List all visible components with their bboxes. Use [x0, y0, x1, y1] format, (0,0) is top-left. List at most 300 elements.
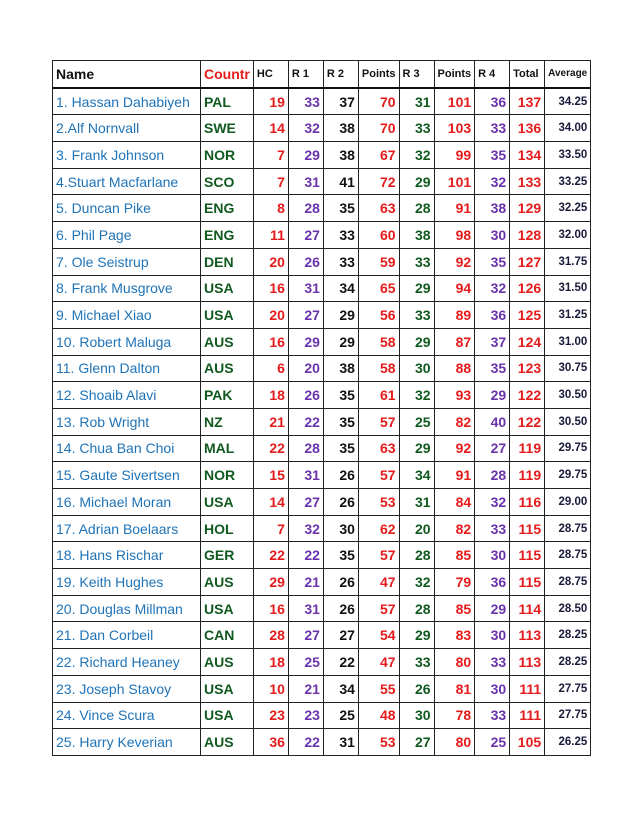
- cell-points1: 58: [358, 355, 399, 382]
- cell-name: 11. Glenn Dalton: [53, 355, 201, 382]
- cell-r2: 26: [323, 462, 358, 489]
- cell-name: 22. Richard Heaney: [53, 649, 201, 676]
- cell-points2: 99: [434, 142, 475, 169]
- cell-r3: 28: [399, 542, 434, 569]
- cell-country: USA: [201, 595, 254, 622]
- cell-points1: 67: [358, 142, 399, 169]
- cell-r4: 35: [475, 355, 510, 382]
- cell-name: 9. Michael Xiao: [53, 302, 201, 329]
- cell-total: 114: [510, 595, 545, 622]
- cell-r4: 33: [475, 702, 510, 729]
- cell-hc: 11: [253, 222, 288, 249]
- cell-r1: 21: [288, 675, 323, 702]
- cell-points2: 85: [434, 542, 475, 569]
- cell-hc: 22: [253, 542, 288, 569]
- cell-country: AUS: [201, 328, 254, 355]
- cell-country: NZ: [201, 408, 254, 435]
- cell-r1: 29: [288, 142, 323, 169]
- table-row: [53, 675, 591, 702]
- cell-average: 28.25: [545, 622, 591, 649]
- cell-hc: 14: [253, 115, 288, 142]
- cell-r4: 27: [475, 435, 510, 462]
- cell-r4: 28: [475, 462, 510, 489]
- table-row: [53, 622, 591, 649]
- cell-r2: 35: [323, 542, 358, 569]
- cell-total: 116: [510, 489, 545, 516]
- cell-average: 30.50: [545, 382, 591, 409]
- cell-r3: 30: [399, 355, 434, 382]
- cell-r2: 35: [323, 435, 358, 462]
- cell-average: 30.75: [545, 355, 591, 382]
- cell-r1: 26: [288, 248, 323, 275]
- cell-r4: 29: [475, 595, 510, 622]
- table-row: [53, 195, 591, 222]
- cell-r3: 33: [399, 248, 434, 275]
- cell-name: 13. Rob Wright: [53, 408, 201, 435]
- cell-hc: 7: [253, 168, 288, 195]
- cell-r2: 35: [323, 408, 358, 435]
- cell-r4: 33: [475, 649, 510, 676]
- cell-average: 27.75: [545, 675, 591, 702]
- table-row: [53, 168, 591, 195]
- cell-points2: 79: [434, 569, 475, 596]
- cell-r3: 31: [399, 489, 434, 516]
- cell-r2: 37: [323, 88, 358, 115]
- cell-country: MAL: [201, 435, 254, 462]
- cell-r1: 20: [288, 355, 323, 382]
- cell-average: 28.75: [545, 542, 591, 569]
- cell-total: 122: [510, 382, 545, 409]
- cell-country: AUS: [201, 729, 254, 756]
- cell-name: 4.Stuart Macfarlane: [53, 168, 201, 195]
- cell-r2: 38: [323, 142, 358, 169]
- table-row: [53, 569, 591, 596]
- cell-hc: 20: [253, 248, 288, 275]
- cell-name: 10. Robert Maluga: [53, 328, 201, 355]
- cell-average: 31.50: [545, 275, 591, 302]
- cell-r3: 30: [399, 702, 434, 729]
- cell-average: 29.00: [545, 489, 591, 516]
- cell-name: 7. Ole Seistrup: [53, 248, 201, 275]
- cell-r2: 33: [323, 248, 358, 275]
- cell-r4: 35: [475, 142, 510, 169]
- cell-r1: 27: [288, 622, 323, 649]
- cell-hc: 23: [253, 702, 288, 729]
- cell-average: 30.50: [545, 408, 591, 435]
- cell-average: 29.75: [545, 435, 591, 462]
- cell-points1: 61: [358, 382, 399, 409]
- cell-r3: 28: [399, 595, 434, 622]
- cell-total: 125: [510, 302, 545, 329]
- cell-r4: 33: [475, 515, 510, 542]
- table-row: [53, 515, 591, 542]
- cell-total: 128: [510, 222, 545, 249]
- cell-points1: 59: [358, 248, 399, 275]
- table-row: [53, 142, 591, 169]
- cell-average: 34.25: [545, 88, 591, 115]
- cell-points2: 82: [434, 408, 475, 435]
- cell-hc: 14: [253, 489, 288, 516]
- cell-r3: 31: [399, 88, 434, 115]
- cell-name: 3. Frank Johnson: [53, 142, 201, 169]
- cell-hc: 18: [253, 382, 288, 409]
- cell-total: 115: [510, 569, 545, 596]
- cell-r2: 26: [323, 595, 358, 622]
- cell-points2: 91: [434, 462, 475, 489]
- cell-total: 113: [510, 622, 545, 649]
- cell-points2: 83: [434, 622, 475, 649]
- cell-hc: 19: [253, 88, 288, 115]
- table-row: [53, 435, 591, 462]
- table-row: [53, 542, 591, 569]
- table-row: [53, 702, 591, 729]
- cell-r2: 34: [323, 275, 358, 302]
- cell-total: 126: [510, 275, 545, 302]
- cell-r4: 25: [475, 729, 510, 756]
- cell-points1: 53: [358, 729, 399, 756]
- cell-r3: 29: [399, 622, 434, 649]
- cell-r4: 30: [475, 675, 510, 702]
- table-row: [53, 595, 591, 622]
- cell-hc: 22: [253, 435, 288, 462]
- cell-average: 28.25: [545, 649, 591, 676]
- cell-total: 111: [510, 675, 545, 702]
- cell-r4: 32: [475, 489, 510, 516]
- cell-r2: 34: [323, 675, 358, 702]
- cell-name: 1. Hassan Dahabiyeh: [53, 88, 201, 115]
- cell-country: USA: [201, 275, 254, 302]
- cell-r1: 22: [288, 542, 323, 569]
- cell-r2: 33: [323, 222, 358, 249]
- cell-points1: 62: [358, 515, 399, 542]
- cell-name: 23. Joseph Stavoy: [53, 675, 201, 702]
- cell-hc: 6: [253, 355, 288, 382]
- cell-points2: 94: [434, 275, 475, 302]
- cell-points2: 84: [434, 489, 475, 516]
- cell-name: 19. Keith Hughes: [53, 569, 201, 596]
- cell-points2: 101: [434, 168, 475, 195]
- cell-total: 115: [510, 515, 545, 542]
- cell-average: 29.75: [545, 462, 591, 489]
- header-r1: R 1: [288, 61, 323, 88]
- cell-country: NOR: [201, 142, 254, 169]
- cell-hc: 21: [253, 408, 288, 435]
- cell-r1: 32: [288, 115, 323, 142]
- header-r3: R 3: [399, 61, 434, 88]
- cell-points1: 53: [358, 489, 399, 516]
- cell-r3: 33: [399, 302, 434, 329]
- cell-r2: 30: [323, 515, 358, 542]
- cell-r1: 28: [288, 195, 323, 222]
- cell-r4: 32: [475, 168, 510, 195]
- cell-points1: 57: [358, 542, 399, 569]
- cell-total: 124: [510, 328, 545, 355]
- cell-r3: 28: [399, 195, 434, 222]
- cell-hc: 7: [253, 142, 288, 169]
- cell-country: PAL: [201, 88, 254, 115]
- table-row: [53, 328, 591, 355]
- cell-country: CAN: [201, 622, 254, 649]
- cell-average: 31.25: [545, 302, 591, 329]
- cell-average: 28.75: [545, 569, 591, 596]
- cell-points2: 88: [434, 355, 475, 382]
- table-row: [53, 489, 591, 516]
- cell-r4: 35: [475, 248, 510, 275]
- cell-r4: 29: [475, 382, 510, 409]
- cell-country: USA: [201, 702, 254, 729]
- cell-r4: 30: [475, 222, 510, 249]
- cell-r4: 36: [475, 569, 510, 596]
- table-header-row: [53, 61, 591, 88]
- cell-r1: 23: [288, 702, 323, 729]
- cell-hc: 16: [253, 595, 288, 622]
- header-points1: Points: [358, 61, 399, 88]
- cell-points2: 89: [434, 302, 475, 329]
- cell-points2: 80: [434, 729, 475, 756]
- cell-average: 33.25: [545, 168, 591, 195]
- cell-r1: 27: [288, 489, 323, 516]
- cell-r2: 31: [323, 729, 358, 756]
- cell-name: 14. Chua Ban Choi: [53, 435, 201, 462]
- cell-name: 20. Douglas Millman: [53, 595, 201, 622]
- header-total: Total: [510, 61, 545, 88]
- cell-points1: 48: [358, 702, 399, 729]
- cell-r4: 38: [475, 195, 510, 222]
- cell-name: 12. Shoaib Alavi: [53, 382, 201, 409]
- cell-r1: 33: [288, 88, 323, 115]
- cell-average: 33.50: [545, 142, 591, 169]
- cell-country: DEN: [201, 248, 254, 275]
- cell-total: 123: [510, 355, 545, 382]
- cell-name: 24. Vince Scura: [53, 702, 201, 729]
- cell-country: PAK: [201, 382, 254, 409]
- cell-country: AUS: [201, 569, 254, 596]
- cell-r3: 26: [399, 675, 434, 702]
- cell-r2: 29: [323, 328, 358, 355]
- table-row: [53, 729, 591, 756]
- cell-hc: 18: [253, 649, 288, 676]
- cell-average: 28.50: [545, 595, 591, 622]
- cell-r1: 27: [288, 302, 323, 329]
- cell-r3: 25: [399, 408, 434, 435]
- cell-r3: 29: [399, 168, 434, 195]
- cell-r2: 38: [323, 115, 358, 142]
- cell-total: 122: [510, 408, 545, 435]
- cell-r3: 29: [399, 275, 434, 302]
- cell-r3: 32: [399, 382, 434, 409]
- cell-total: 113: [510, 649, 545, 676]
- cell-points2: 92: [434, 248, 475, 275]
- cell-points2: 92: [434, 435, 475, 462]
- cell-average: 32.00: [545, 222, 591, 249]
- cell-name: 25. Harry Keverian: [53, 729, 201, 756]
- cell-points2: 82: [434, 515, 475, 542]
- cell-total: 136: [510, 115, 545, 142]
- table-row: [53, 408, 591, 435]
- cell-r3: 32: [399, 142, 434, 169]
- cell-total: 111: [510, 702, 545, 729]
- cell-r2: 25: [323, 702, 358, 729]
- cell-points2: 101: [434, 88, 475, 115]
- cell-points1: 55: [358, 675, 399, 702]
- cell-r2: 26: [323, 489, 358, 516]
- cell-points1: 47: [358, 649, 399, 676]
- cell-points2: 80: [434, 649, 475, 676]
- cell-r1: 31: [288, 168, 323, 195]
- cell-total: 127: [510, 248, 545, 275]
- cell-r1: 22: [288, 408, 323, 435]
- cell-total: 119: [510, 435, 545, 462]
- cell-points1: 60: [358, 222, 399, 249]
- cell-country: AUS: [201, 649, 254, 676]
- cell-points2: 87: [434, 328, 475, 355]
- cell-country: USA: [201, 489, 254, 516]
- cell-points1: 72: [358, 168, 399, 195]
- cell-hc: 29: [253, 569, 288, 596]
- cell-country: USA: [201, 675, 254, 702]
- cell-points1: 57: [358, 408, 399, 435]
- cell-hc: 28: [253, 622, 288, 649]
- table-row: [53, 275, 591, 302]
- cell-country: USA: [201, 302, 254, 329]
- header-points2: Points: [434, 61, 475, 88]
- header-r4: R 4: [475, 61, 510, 88]
- cell-r2: 38: [323, 355, 358, 382]
- cell-points1: 63: [358, 435, 399, 462]
- cell-r3: 20: [399, 515, 434, 542]
- cell-name: 18. Hans Rischar: [53, 542, 201, 569]
- cell-total: 119: [510, 462, 545, 489]
- cell-name: 15. Gaute Sivertsen: [53, 462, 201, 489]
- cell-points1: 65: [358, 275, 399, 302]
- cell-average: 31.75: [545, 248, 591, 275]
- cell-country: SWE: [201, 115, 254, 142]
- cell-r2: 26: [323, 569, 358, 596]
- leaderboard-table: [52, 60, 591, 756]
- cell-hc: 20: [253, 302, 288, 329]
- cell-r2: 29: [323, 302, 358, 329]
- cell-hc: 15: [253, 462, 288, 489]
- cell-r4: 40: [475, 408, 510, 435]
- cell-name: 8. Frank Musgrove: [53, 275, 201, 302]
- cell-r1: 31: [288, 462, 323, 489]
- cell-points2: 98: [434, 222, 475, 249]
- cell-name: 5. Duncan Pike: [53, 195, 201, 222]
- cell-r1: 28: [288, 435, 323, 462]
- cell-points1: 47: [358, 569, 399, 596]
- cell-country: GER: [201, 542, 254, 569]
- cell-r4: 30: [475, 542, 510, 569]
- cell-average: 34.00: [545, 115, 591, 142]
- table-row: [53, 649, 591, 676]
- cell-country: AUS: [201, 355, 254, 382]
- cell-r1: 31: [288, 595, 323, 622]
- cell-total: 129: [510, 195, 545, 222]
- table-row: [53, 88, 591, 115]
- cell-r3: 29: [399, 328, 434, 355]
- cell-total: 133: [510, 168, 545, 195]
- table-row: [53, 355, 591, 382]
- cell-points1: 54: [358, 622, 399, 649]
- table-row: [53, 115, 591, 142]
- cell-country: ENG: [201, 222, 254, 249]
- cell-hc: 16: [253, 275, 288, 302]
- cell-r2: 35: [323, 195, 358, 222]
- cell-points1: 70: [358, 88, 399, 115]
- cell-points1: 57: [358, 595, 399, 622]
- cell-points2: 91: [434, 195, 475, 222]
- cell-name: 21. Dan Corbeil: [53, 622, 201, 649]
- cell-points1: 56: [358, 302, 399, 329]
- cell-r3: 27: [399, 729, 434, 756]
- header-average: Average: [545, 61, 591, 88]
- cell-points1: 63: [358, 195, 399, 222]
- cell-name: 2.Alf Nornvall: [53, 115, 201, 142]
- cell-points2: 81: [434, 675, 475, 702]
- table-row: [53, 222, 591, 249]
- table-row: [53, 302, 591, 329]
- cell-average: 31.00: [545, 328, 591, 355]
- cell-r1: 22: [288, 729, 323, 756]
- cell-r4: 30: [475, 622, 510, 649]
- cell-r1: 29: [288, 328, 323, 355]
- cell-country: ENG: [201, 195, 254, 222]
- cell-hc: 8: [253, 195, 288, 222]
- header-r2: R 2: [323, 61, 358, 88]
- cell-r2: 35: [323, 382, 358, 409]
- cell-country: SCO: [201, 168, 254, 195]
- cell-average: 26.25: [545, 729, 591, 756]
- table-row: [53, 382, 591, 409]
- table-row: [53, 248, 591, 275]
- cell-r2: 22: [323, 649, 358, 676]
- cell-r2: 41: [323, 168, 358, 195]
- cell-r4: 32: [475, 275, 510, 302]
- cell-total: 115: [510, 542, 545, 569]
- cell-hc: 36: [253, 729, 288, 756]
- cell-points2: 78: [434, 702, 475, 729]
- cell-points2: 85: [434, 595, 475, 622]
- cell-r3: 38: [399, 222, 434, 249]
- cell-name: 16. Michael Moran: [53, 489, 201, 516]
- cell-hc: 16: [253, 328, 288, 355]
- header-hc: HC: [253, 61, 288, 88]
- cell-name: 17. Adrian Boelaars: [53, 515, 201, 542]
- cell-country: HOL: [201, 515, 254, 542]
- cell-total: 137: [510, 88, 545, 115]
- cell-r3: 29: [399, 435, 434, 462]
- cell-total: 134: [510, 142, 545, 169]
- header-name: Name: [53, 61, 201, 88]
- cell-r1: 21: [288, 569, 323, 596]
- cell-points1: 58: [358, 328, 399, 355]
- cell-average: 32.25: [545, 195, 591, 222]
- table-row: [53, 462, 591, 489]
- cell-r1: 27: [288, 222, 323, 249]
- cell-r4: 36: [475, 302, 510, 329]
- cell-hc: 7: [253, 515, 288, 542]
- cell-points1: 70: [358, 115, 399, 142]
- cell-country: NOR: [201, 462, 254, 489]
- cell-points2: 103: [434, 115, 475, 142]
- cell-r1: 32: [288, 515, 323, 542]
- cell-points1: 57: [358, 462, 399, 489]
- cell-hc: 10: [253, 675, 288, 702]
- cell-average: 27.75: [545, 702, 591, 729]
- cell-total: 105: [510, 729, 545, 756]
- cell-r2: 27: [323, 622, 358, 649]
- cell-r3: 32: [399, 569, 434, 596]
